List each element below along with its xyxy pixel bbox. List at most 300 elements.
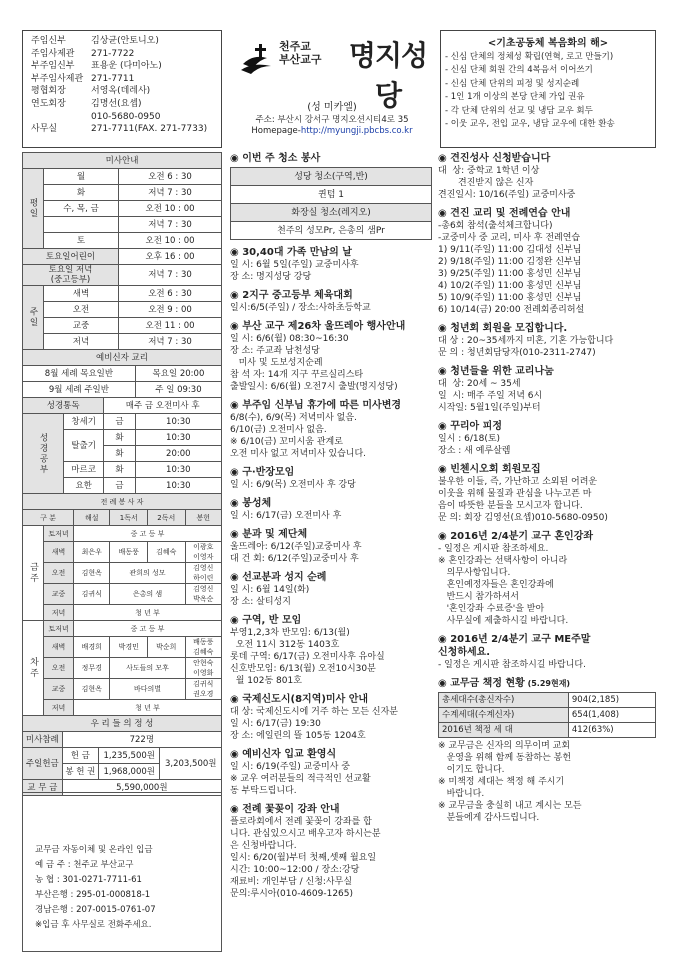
cleaning-table [230,167,432,240]
staff-box [22,30,222,148]
staff-role: 사무실 [31,124,58,135]
staff-value: 김상균(안토니오) [91,36,159,46]
bank-info [22,792,222,952]
notice-line: ※ 혼인강좌는 선택사항이 아니라 [438,556,568,566]
class-time: 주 일 09:30 [135,382,221,398]
mass-row [23,185,222,201]
notice-line: 이웃을 위해 물질과 관심을 나누고픈 마 [438,489,592,499]
servers-col-header: 구 분 [23,510,74,526]
notice-section [230,289,432,314]
servers-group: 청 년 부 [74,605,222,621]
notice-section [230,399,432,460]
mass-row [23,334,222,350]
servers-mass: 교중 [44,584,74,605]
bank-line: 농 협 : 301-0271-7711-61 [35,875,142,885]
cleaning-cell: 퀸텀 1 [231,186,432,204]
notice-title: ◉ 분과 및 제단체 [230,529,308,540]
mass-day: 오전 [44,302,119,318]
mass-time: 저녁 7 : 30 [119,334,222,350]
notice-line: ※ 교무금은 신자의 의무이며 교회 [438,741,571,751]
mass-row [23,201,222,217]
notice-line: ※ 6/10(금) 꼬미시움 관계로 [230,437,343,447]
notice-line: 일시: 6/20(월)부터 첫째,셋째 월요일 [230,853,377,863]
offering-value: 1,968,000원 [99,764,160,780]
notice-line: 일 시: 6/17(금) 19:30 [230,719,321,729]
parish-logo-block [227,30,437,148]
offering-label: 교 무 금 [23,780,63,796]
servers-name: 김영신 하이린 [185,563,222,584]
liturgy-servers-table [22,493,222,716]
bible-time: 10:30 [135,414,221,430]
notice-line: 바랍니다. [438,789,485,799]
mass-time: 오전 9 : 00 [119,302,222,318]
notice-line: 장 소: 주교좌 남천성당 [230,346,320,356]
staff-row [31,98,217,111]
notice-title: ◉ 선교분과 성지 순례 [230,572,327,583]
notice-title: ◉ 견진성사 신청받습니다 [438,153,551,164]
notice-section [230,320,432,393]
notice-line: 일 시: 6/19(주일) 교중미사 중 [230,762,350,772]
notice-section [438,420,656,457]
servers-group: 청 년 부 [74,700,222,716]
notice-section [230,528,432,565]
mass-time: 오전 11 : 00 [119,318,222,334]
mass-row [23,265,222,286]
catechumen-row [23,382,222,398]
servers-row [23,658,222,679]
homepage-link[interactable]: http://myungji.pbcbs.co.kr [300,126,413,136]
notice-section [438,152,656,201]
mass-day: 새벽 [44,286,119,302]
notice-title: ◉ 예비신자 입교 환영식 [230,749,337,760]
notice-line: 롯데 구역: 6/17(금) 오전미사후 유아실 [230,652,385,662]
notice-line: 일 시: 6/9(목) 오전미사 후 강당 [230,480,356,490]
notice-title: ◉ 이번 주 청소 봉사 [230,153,321,164]
notice-title: ◉ 빈첸시오회 회원모집 [438,464,541,475]
catechumen-title: 예비신자 교리 [23,350,222,366]
stat-label: 2016년 책정 세 대 [439,723,569,738]
servers-name: 배경희 [74,637,110,658]
homepage-label: Homepage- [251,126,301,136]
cleaning-cell: 천주의 성모Pr, 은총의 샘Pr [231,222,432,240]
notice-line: 5) 10/9(주일) 11:00 홍성민 신부님 [438,293,582,303]
motto-item: - 신심 단체 회원 간의 4복음서 이어쓰기 [445,65,593,76]
bible-book: 창세기 [64,414,104,430]
staff-role: 평협회장 [31,86,66,97]
bible-reading-note: 매주 금 오전미사 후 [104,398,222,414]
notice-title: ◉ 청년들을 위한 교리나눔 [438,366,554,377]
notice-line: 4) 10/2(주일) 11:00 홍성민 신부님 [438,281,582,291]
mass-time: 저녁 7 : 30 [119,265,222,286]
servers-row [23,605,222,621]
servers-name: 김귀식 권오경 [185,679,222,700]
servers-row [23,563,222,584]
notice-title: ◉ 구·반장모임 [230,467,295,478]
notice-section [230,803,432,900]
notice-line: '혼인강좌 수료증'을 받아 [438,604,545,614]
bank-line: 부산은행 : 295-01-000818-1 [35,890,151,900]
notice-line: 월 102동 801호 [230,676,302,686]
stat-value: 412(63%) [568,723,655,738]
bible-day: 금 [104,414,135,430]
stat-label: 수계세대(수계신자) [439,708,569,723]
notice-line: ※ 교우 여러분들의 적극적인 선교활 [230,774,371,784]
catechumen-table [22,349,222,398]
staff-row [31,48,217,61]
motto-item: - 각 단체 단위의 선교 및 냉담 교우 회두 [445,105,593,116]
servers-row [23,584,222,605]
staff-row [31,60,217,73]
class-time: 목요일 20:00 [135,366,221,382]
notice-line: 문의:루시아(010-4609-1265) [230,889,354,899]
servers-mass: 새벽 [44,542,74,563]
mass-time: 오전 10 : 00 [119,201,222,217]
notice-line: 불우한 이들, 즉, 가난하고 소외된 어려운 [438,477,598,487]
notice-section [438,365,656,414]
servers-mass: 토저녁 [44,526,74,542]
notice-line: 부영1,2,3차 반모임: 6/13(월) [230,628,350,638]
notice-title-cont: 신청하세요. [438,647,491,658]
notice-line: 이기도 합니다. [438,765,505,775]
weekday-label: 평일 [23,169,44,249]
staff-role: 부주임신부 [31,61,75,72]
notice-line: 니다. 관심있으시고 배우고자 하시는분 [230,829,381,839]
notice-title: ◉ 2016년 2/4분기 교구 ME주말 [438,634,591,645]
patron-saint: (성 미카엘) [307,102,357,113]
cleaning-cell: 화장실 청소(레지오) [231,204,432,222]
staff-value: 271-7711 [91,73,135,84]
offering-value: 5,590,000원 [62,780,221,796]
servers-name: 김현옥 [74,563,110,584]
header [22,30,656,148]
servers-col-header: 1독서 [110,510,148,526]
notice-line: ※ 교무금을 충실히 내고 계시는 모든 [438,801,582,811]
motto-item: - 1인 1개 이상의 본당 단체 가입 권유 [445,92,585,103]
notice-line: 일시 : 6/18(토) [438,434,501,444]
notice-section [438,322,656,359]
notice-line: 플로라회에서 전례 꽃꽂이 강좌를 합 [230,817,372,827]
bible-book: 탈출기 [64,430,104,462]
notice-line: -총6회 참석(출석체크합니다) [438,221,553,231]
notice-line: 6) 10/14(금) 20:00 전례회종리허설 [438,305,585,315]
mass-row [23,233,222,249]
notice-title: ◉ 꾸리아 피정 [438,421,502,432]
servers-name: 바다의별 [110,679,185,700]
staff-value: 271-7711(FAX. 271-7733) [91,124,208,135]
bible-day: 화 [104,430,135,446]
notice-line: 대 상: 20세 ~ 35세 [438,379,521,389]
servers-name: 배동풍 [110,542,148,563]
notice-line: - 일정은 게시판 참조하세요. [438,544,549,554]
mass-row [23,169,222,185]
notice-line: 6/8(수), 6/9(목) 저녁미사 없음. [230,413,357,423]
notice-title: ◉ 30,40대 가족 만남의 날 [230,247,352,258]
notice-line: 반드시 참가하셔서 [438,592,519,602]
notice-line: 시작일: 5월1일(주일)부터 [438,403,541,413]
servers-group: 중 고 등 부 [74,526,222,542]
mass-day: 토요일 저녁 (중고등부) [23,265,119,286]
servers-name: 김현옥 [74,679,110,700]
notice-line: 의무사항입니다. [438,568,511,578]
right-column [438,152,656,830]
notice-line: 장 소: 에일린의 뜰 105동 1204호 [230,731,366,741]
mass-row [23,249,222,265]
notice-title: ◉ 부산 교구 제26차 울뜨레아 행사안내 [230,321,406,332]
servers-name: 정무경 [74,658,110,679]
servers-name: 은총의 샘 [110,584,185,605]
homepage [227,126,437,136]
servers-row [23,637,222,658]
staff-row [31,35,217,48]
bible-book: 마르코 [64,462,104,478]
servers-mass: 새벽 [44,637,74,658]
notice-line: 운영을 위해 함께 동참하는 봉헌 [438,753,572,763]
servers-name: 최은우 [74,542,110,563]
notice-line: 장 소: 명지성당 강당 [230,272,312,282]
notice-line: 일 시: 6/17(금) 오전미사 후 [230,511,342,521]
bank-line: ※입금 후 사무실로 전화주세요. [35,920,152,930]
notice-line: 오전 11시 312동 1403호 [230,640,340,650]
offering-table [22,715,222,796]
notice-line: 6/10(금) 오전미사 없음. [230,425,327,435]
notice-line: 울뜨레아: 6/12(주일)교중미사 후 [230,542,362,552]
notice-line: ※ 미책정 세대는 책정 해 주시기 [438,777,565,787]
notice-line: 혼인예정자들은 혼인강좌에 [438,580,554,590]
servers-name: 김귀식 [74,584,110,605]
week-label: 차주 [23,621,44,716]
staff-row [31,73,217,86]
bible-time: 10:30 [135,478,221,494]
notice-title: ◉ 견진 교리 및 전례연습 안내 [438,208,571,219]
notice-line: 신호반모임: 6/13(월) 오전10시30분 [230,664,376,674]
servers-header [23,510,222,526]
cross-logo-icon [239,42,275,78]
staff-row [31,111,217,124]
offering-value: 722명 [62,732,221,748]
servers-row [23,526,222,542]
notice-title: ◉ 국제신도시(8지역)미사 안내 [230,694,369,705]
middle-column [230,152,432,906]
notice-line: 분들에게 감사드립니다. [438,813,540,823]
catechumen-row [23,366,222,382]
staff-value: 표용운 (다미아노) [91,61,162,72]
cleaning-cell: 성당 청소(구역,반) [231,168,432,186]
staff-role: 부주임사제관 [31,73,84,84]
servers-col-header: 해설 [74,510,110,526]
notice-line: 문 의: 회장 김영선(요셉)010-5680-0950) [438,513,608,523]
notice-section [230,748,432,797]
mass-day: 수, 목, 금 [44,201,119,217]
notice-title: ◉ 구역, 반 모임 [230,615,302,626]
staff-role: 주임신부 [31,36,66,46]
notice-line: 장소 : 새 예루살렘 [438,446,511,456]
class-name: 9월 세례 주일반 [23,382,136,398]
mass-row [23,302,222,318]
parish-name: 명지성당 [348,39,428,112]
offering-value: 1,235,500원 [99,748,160,764]
offering-sub-label: 봉 헌 권 [62,764,98,780]
motto-box [440,30,656,148]
servers-name: 안현숙 이영화 [185,658,222,679]
notice-section [438,463,656,524]
staff-value: 서영옥(데레사) [91,86,151,97]
notice-section [230,497,432,522]
servers-mass: 저녁 [44,605,74,621]
notice-line: 견진일시: 10/16(주일) 교중미사중 [438,190,576,200]
notice-line: 일 시: 6월 5일(주일) 교중미사후 [230,260,359,270]
notice-line: - 일정은 게시판 참조하시길 바랍니다. [438,660,586,670]
motto-item: - 신심 단체 단위의 피정 및 성지순례 [445,78,580,89]
servers-mass: 저녁 [44,700,74,716]
notice-line: 동 부탁드립니다. [230,786,297,796]
mass-day [44,217,119,233]
mass-day: 저녁 [44,334,119,350]
mass-time: 오후 16 : 00 [119,249,222,265]
servers-name: 배동풍 김혜숙 [185,637,222,658]
motto-title: <기초공동체 복음화의 해> [487,38,609,49]
bank-line: 예 금 주 : 천주교 부산교구 [35,860,134,870]
stat-label: 총세대수(총신자수) [439,693,569,708]
mass-day: 교중 [44,318,119,334]
stat-value: 654(1,408) [568,708,655,723]
notice-line: -교중미사 중 교리, 미사 후 전례연습 [438,233,581,243]
notice-line: 미사 및 도보성지순례 [230,358,323,368]
notice-date: (5.29현재) [524,679,571,688]
notice-line: 대 상: 국제신도시에 거주 하는 모든 신자분 [230,707,398,717]
notice-section [230,466,432,491]
notice-line: 대 건 회: 6/12(주일)교중미사 후 [230,554,359,564]
servers-name: 김혜숙 [147,542,185,563]
motto-item: - 이웃 교우, 전입 교우, 냉담 교우에 대한 환송 [445,119,615,130]
bible-book: 요한 [64,478,104,494]
notice-line: 출발일시: 6/6(월) 오전7시 출발(명지성당) [230,382,398,392]
notice-section [230,152,432,240]
notice-section [438,530,656,627]
mass-time: 저녁 7 : 30 [119,185,222,201]
mass-day: 토요일어린이 [23,249,119,265]
bible-time: 10:30 [135,462,221,478]
notice-line: 대 상 : 20~35세까지 미혼, 기혼 가능합니다 [438,336,614,346]
servers-name: 김영신 박옥순 [185,584,222,605]
notice-line: 사무실에 제출하시길 바랍니다. [438,616,569,626]
notice-line: 참 석 자: 14개 지구 꾸르실리스타 [230,370,364,380]
bible-day: 화 [104,462,135,478]
servers-mass: 교중 [44,679,74,700]
bible-reading-title: 성경통독 [23,398,104,414]
mass-day: 월 [44,169,119,185]
servers-mass: 오전 [44,563,74,584]
offering-total: 3,203,500원 [160,748,222,780]
bible-row [23,414,222,430]
logo-text-diocese: 부산교구 [279,53,322,66]
servers-name: 박순희 [147,637,185,658]
notice-title: ◉ 교무금 책정 현황 (5.29현재) [438,678,571,689]
servers-row [23,542,222,563]
bible-study-table [22,397,222,494]
bible-day: 화 [104,446,135,462]
tithe-stat-table [438,692,656,738]
week-label: 금주 [23,526,44,621]
notice-line: 일시:6/5(주일) / 장소:사하초등학교 [230,303,371,313]
stat-value: 904(2,185) [568,693,655,708]
servers-col-header: 2독서 [147,510,185,526]
staff-value: 010-5680-0950 [91,111,161,122]
servers-name: 박경민 [110,637,148,658]
notice-section [438,207,656,316]
notice-line: 견진받지 않은 신자 [438,178,534,188]
notice-line: 3) 9/25(주일) 11:00 홍성민 신부님 [438,269,582,279]
offering-label: 주일헌금 [23,748,63,780]
mass-day: 토 [44,233,119,249]
notice-title: ◉ 전례 꽃꽂이 강좌 안내 [230,804,340,815]
notice-line: 장 소: 살티성지 [230,597,291,607]
notice-title: ◉ 2016년 2/4분기 교구 혼인강좌 [438,531,593,542]
notice-line: 시간: 10:00~12:00 / 장소:강당 [230,865,360,875]
notice-section [438,633,656,671]
staff-row [31,123,217,136]
notice-line: 일 시: 매주 주일 저녁 6시 [438,391,543,401]
servers-mass: 토저녁 [44,621,74,637]
mass-table [22,152,222,350]
notice-line: 음이 따뜻한 분들을 모시고자 합니다. [438,501,583,511]
staff-role: 연도회장 [31,98,66,109]
servers-row [23,679,222,700]
parish-address: 주소: 부산시 강서구 명지오션시티4로 35 [255,115,409,125]
mass-row [23,217,222,233]
bank-line: 교무금 자동이체 및 온라인 입금 [35,845,153,855]
servers-name: 이광호 이영자 [185,542,222,563]
bible-study-label: 성경공부 [23,414,64,494]
notice-line: 은 신청바랍니다. [230,841,297,851]
notice-line: 대 상: 중학교 1학년 이상 [438,166,540,176]
sunday-label: 주일 [23,286,44,350]
notice-line: 일 시: 6/6(월) 08:30~16:30 [230,334,349,344]
offering-sub-label: 헌 금 [62,748,98,764]
offering-title: 우 리 들 의 정 성 [23,716,222,732]
mass-day: 화 [44,185,119,201]
servers-row [23,621,222,637]
staff-row [31,85,217,98]
notice-section [230,571,432,608]
servers-row [23,700,222,716]
servers-mass: 오전 [44,658,74,679]
notice-line: 1) 9/11(주일) 11:00 김대성 신부님 [438,245,582,255]
notice-title: ◉ 청년회 회원을 모집합니다. [438,323,568,334]
bible-day: 금 [104,478,135,494]
logo-text-catholic: 천주교 [279,40,311,53]
bulletin-page [22,30,656,945]
bible-time: 10:30 [135,430,221,446]
staff-value: 271-7722 [91,48,135,59]
notice-section [230,614,432,687]
offering-label: 미사참례 [23,732,63,748]
mass-time: 저녁 7 : 30 [119,217,222,233]
staff-value: 김명선(요셉) [91,98,142,109]
servers-name: 사도들의 모후 [110,658,185,679]
notice-line: 재료비: 개인부담 / 신청:사무실 [230,877,353,887]
servers-group: 중 고 등 부 [74,621,222,637]
left-column [22,152,222,952]
mass-time: 오전 6 : 30 [119,286,222,302]
notice-section [230,693,432,742]
mass-time: 오전 6 : 30 [119,169,222,185]
notice-line: 문 의 : 청년회담당자(010-2311-2747) [438,348,596,358]
notice-line: 오전 미사 없고 저녁미사 있습니다. [230,449,367,459]
bible-time: 20:00 [135,446,221,462]
servers-col-header: 봉헌 [185,510,222,526]
mass-row [23,318,222,334]
class-name: 8월 세례 목요일반 [23,366,136,382]
